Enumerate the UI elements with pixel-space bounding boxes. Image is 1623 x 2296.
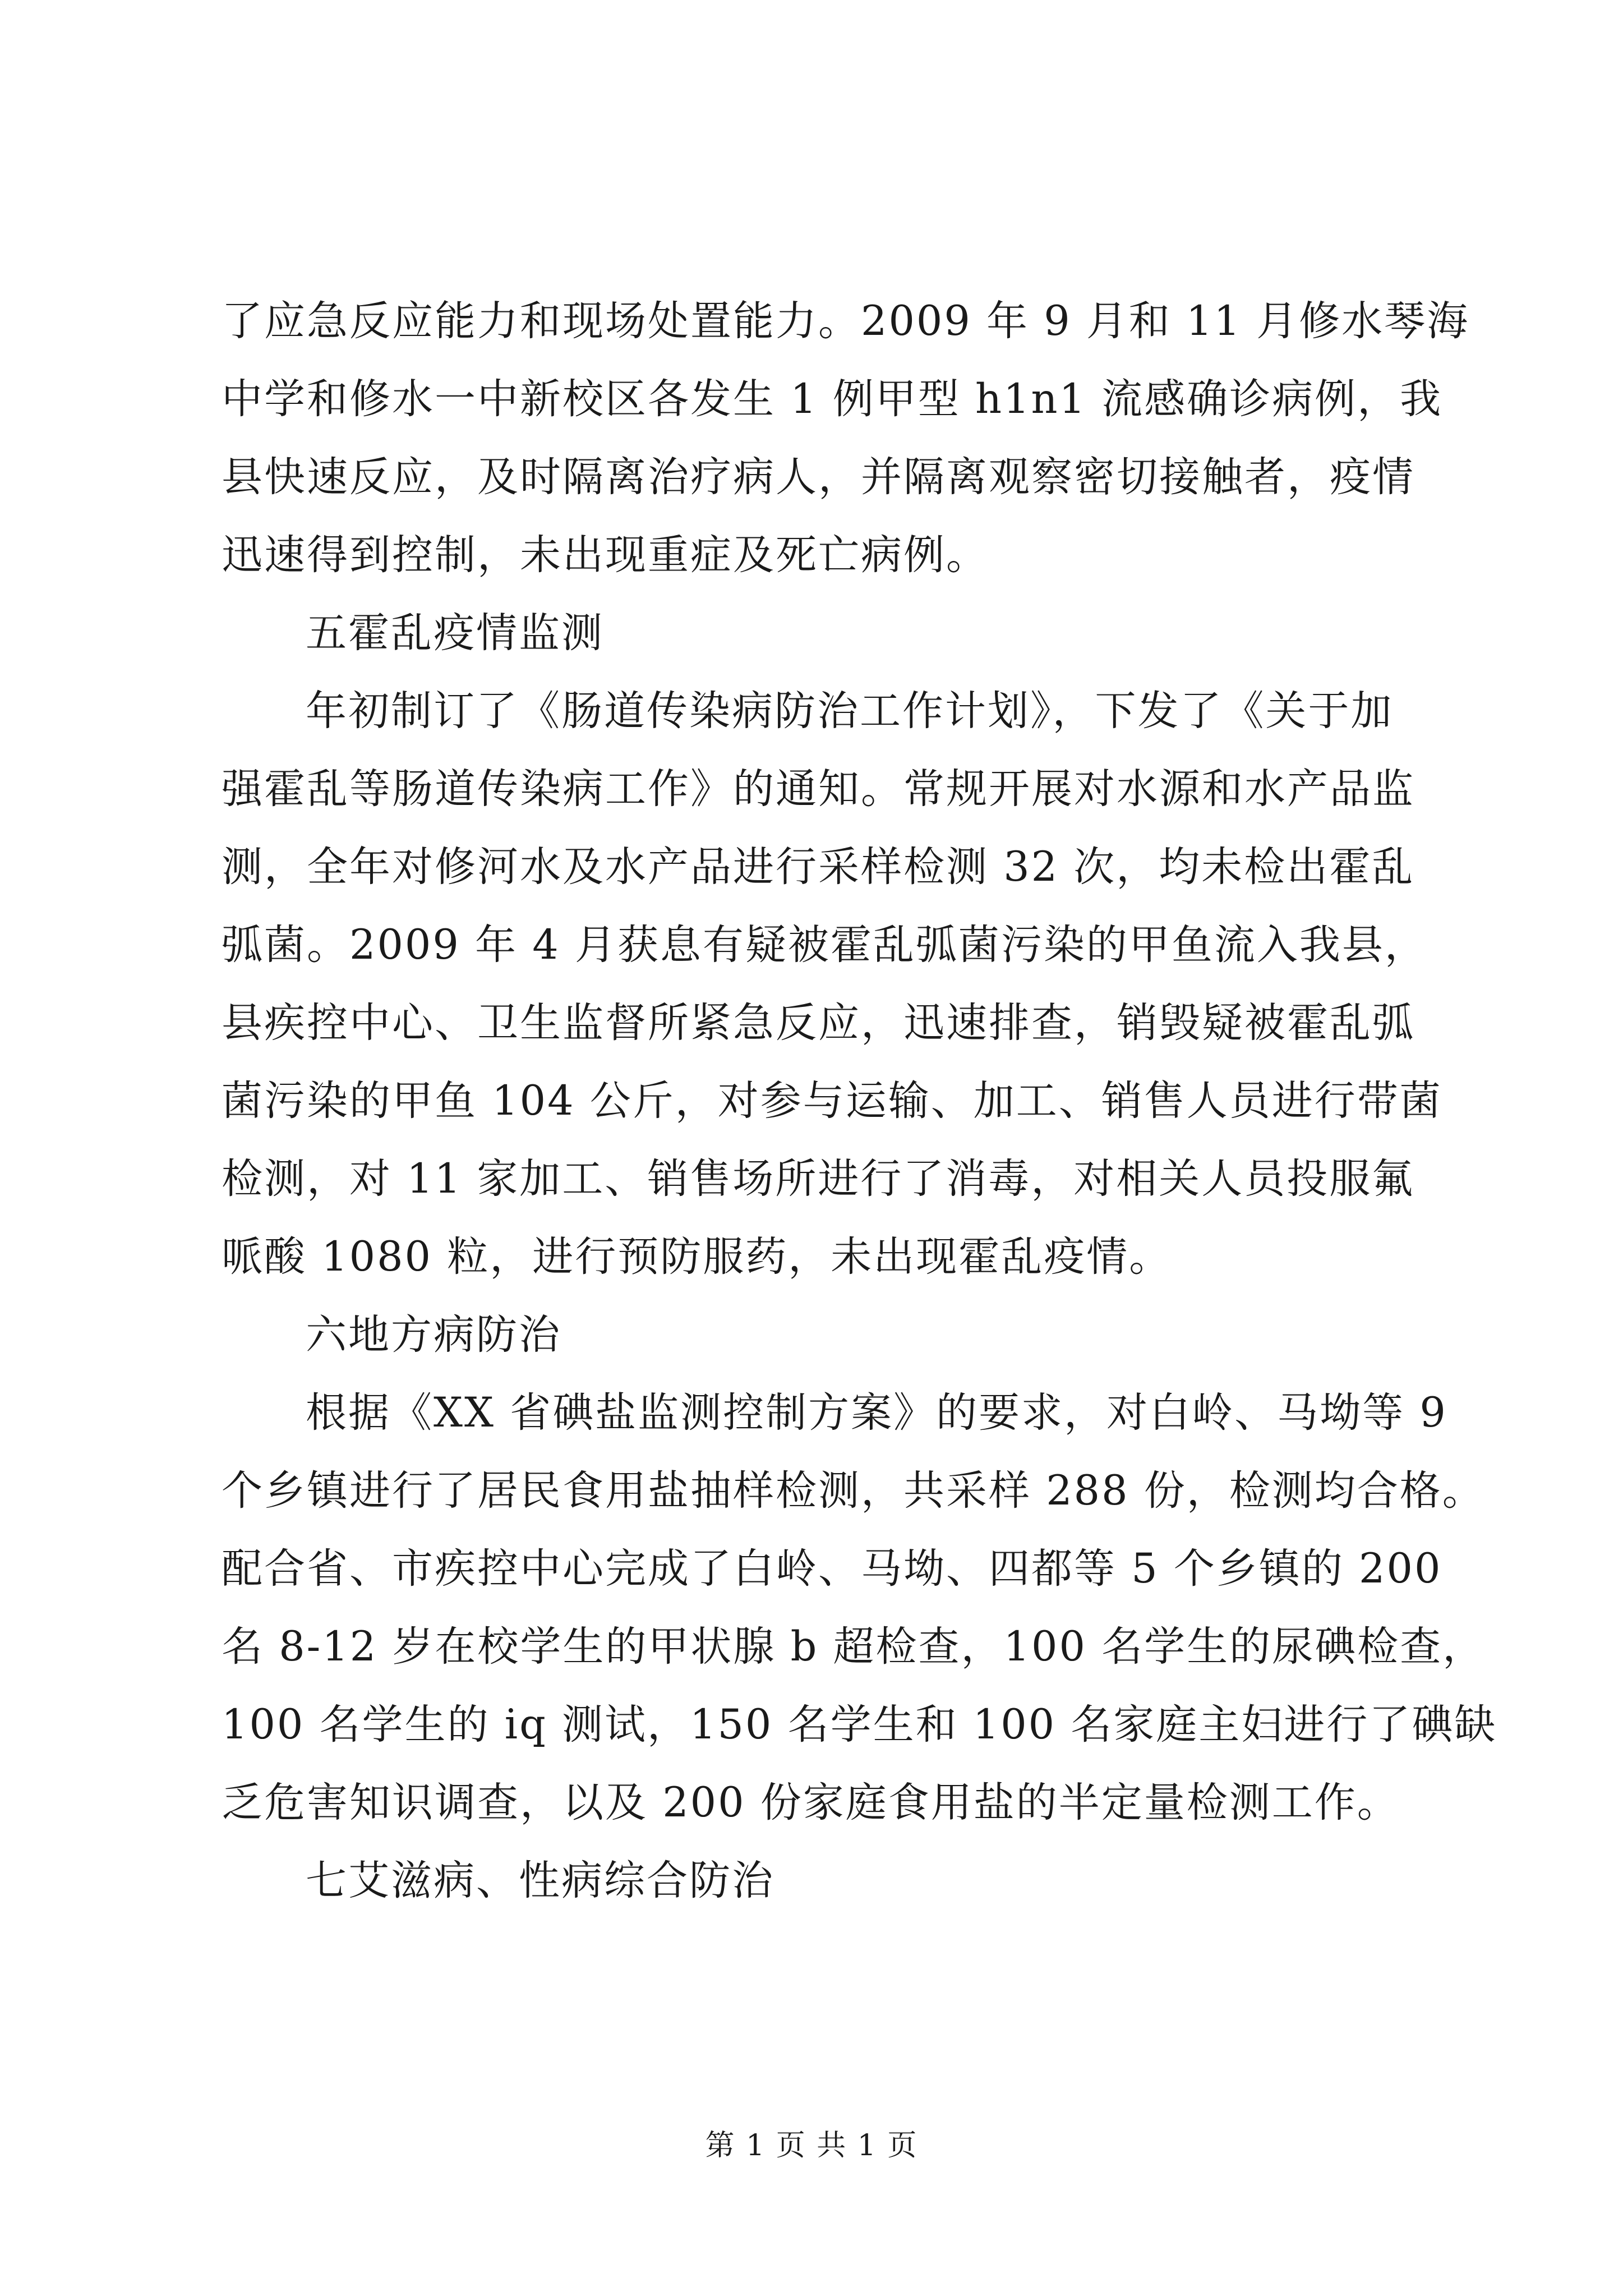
text-line: 个乡镇进行了居民食用盐抽样检测，共采样 288 份，检测均合格。 (222, 1467, 1485, 1515)
text-line: 名 8-12 岁在校学生的甲状腺 b 超检查，100 名学生的尿碘检查， (222, 1623, 1486, 1671)
text-line: 了应急反应能力和现场处置能力。2009 年 9 月和 11 月修水琴海 (222, 297, 1470, 345)
text-line: 强霍乱等肠道传染病工作》的通知。常规开展对水源和水产品监 (222, 765, 1415, 813)
text-line: 测，全年对修河水及水产品进行采样检测 32 次，均未检出霍乱 (222, 843, 1415, 891)
section-heading: 六地方病防治 (306, 1311, 561, 1359)
text-line: 菌污染的甲鱼 104 公斤，对参与运输、加工、销售人员进行带菌 (222, 1077, 1442, 1125)
text-line: 县快速反应，及时隔离治疗病人，并隔离观察密切接触者，疫情 (222, 453, 1415, 501)
text-line: 中学和修水一中新校区各发生 1 例甲型 h1n1 流感确诊病例，我 (222, 375, 1443, 423)
text-line: 100 名学生的 iq 测试，150 名学生和 100 名家庭主妇进行了碘缺 (222, 1701, 1497, 1749)
text-line: 配合省、市疾控中心完成了白岭、马坳、四都等 5 个乡镇的 200 (222, 1545, 1442, 1593)
section-heading: 七艾滋病、性病综合防治 (306, 1857, 774, 1904)
text-line: 县疾控中心、卫生监督所紧急反应，迅速排查，销毁疑被霍乱弧 (222, 999, 1415, 1047)
section-heading: 五霍乱疫情监测 (306, 609, 604, 657)
page-footer: 第 1 页 共 1 页 (705, 2129, 918, 2162)
text-line: 根据《XX 省碘盐监测控制方案》的要求，对白岭、马坳等 9 (306, 1389, 1447, 1437)
text-line: 年初制订了《肠道传染病防治工作计划》，下发了《关于加 (306, 687, 1394, 735)
text-line: 哌酸 1080 粒，进行预防服药，未出现霍乱疫情。 (222, 1233, 1172, 1281)
text-line: 乏危害知识调查，以及 200 份家庭食用盐的半定量检测工作。 (222, 1779, 1400, 1826)
text-line: 弧菌。2009 年 4 月获息有疑被霍乱弧菌污染的甲鱼流入我县， (222, 921, 1427, 969)
text-line: 检测，对 11 家加工、销售场所进行了消毒，对相关人员投服氟 (222, 1155, 1415, 1203)
text-line: 迅速得到控制，未出现重症及死亡病例。 (222, 531, 989, 579)
